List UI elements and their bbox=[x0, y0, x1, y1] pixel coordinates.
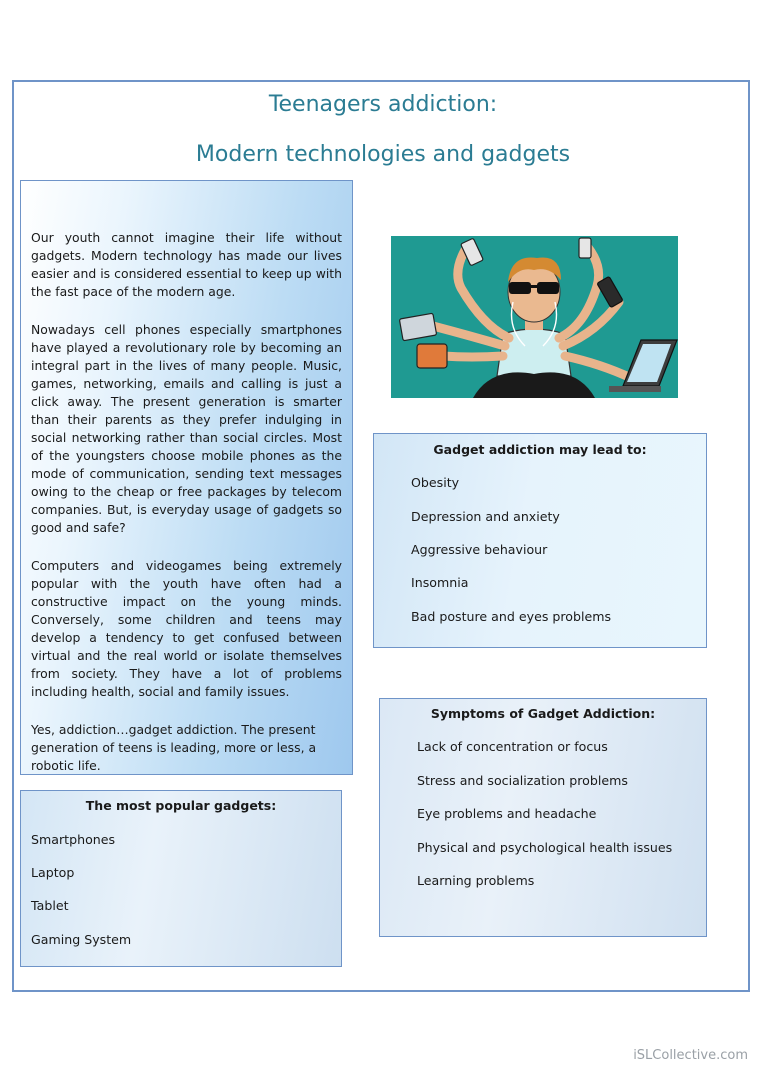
paragraph-computers: Computers and videogames being extremely popular with the youth have often had a constructive impact on the young minds. Conversely, some children and teens may develop a tendency to get confused between virtual and the real world or isolate themselves from society. They have a lot of problems including health, social and family issues. bbox=[31, 558, 342, 699]
main-text-box bbox=[20, 180, 353, 775]
addiction-effects-heading: Gadget addiction may lead to: bbox=[433, 442, 647, 457]
popular-gadgets-box bbox=[20, 790, 342, 967]
list-item: Insomnia bbox=[411, 575, 469, 590]
site-watermark: iSLCollective.com bbox=[633, 1048, 748, 1063]
list-item: Gaming System bbox=[31, 932, 132, 947]
paragraph-intro: Our youth cannot imagine their life without gadgets. Modern technology has made our lives easier and is considered essential to keep up with the fast pace of the modern age. bbox=[31, 230, 342, 299]
illustration-svg bbox=[391, 236, 678, 398]
list-item: Stress and socialization problems bbox=[417, 773, 628, 788]
worksheet-subtitle: Modern technologies and gadgets bbox=[195, 142, 571, 167]
list-item: Laptop bbox=[31, 865, 75, 880]
popular-gadgets-heading: The most popular gadgets: bbox=[85, 798, 277, 813]
list-item: Eye problems and headache bbox=[417, 806, 597, 821]
paragraph-smartphones: Nowadays cell phones especially smartphones have played a revolutionary role by becoming an integral part in the lives of many people. Music, games, networking, emails and calling is just a click away. The present generation is smarter than their parents as they prefer indulging in social networking rather than social circles. Most of the youngsters choose mobile phones as the mode of communication, sending text messages owing to the cheap or free packages by telecom companies. But, is everyday usage of gadgets so good and safe? bbox=[31, 322, 342, 535]
list-item: Learning problems bbox=[417, 873, 535, 888]
paragraph-conclusion: Yes, addiction…gadget addiction. The present generation of teens is leading, more or less, a robotic life. bbox=[31, 722, 317, 773]
list-item: Lack of concentration or focus bbox=[417, 739, 608, 754]
list-item: Obesity bbox=[411, 475, 460, 490]
worksheet-title: Teenagers addiction: bbox=[268, 92, 498, 117]
list-item: Physical and psychological health issues bbox=[417, 840, 673, 855]
symptoms-heading: Symptoms of Gadget Addiction: bbox=[430, 706, 656, 721]
list-item: Smartphones bbox=[31, 832, 116, 847]
list-item: Depression and anxiety bbox=[411, 509, 560, 524]
addiction-effects-box bbox=[373, 433, 707, 648]
list-item: Bad posture and eyes problems bbox=[411, 609, 612, 624]
list-item: Tablet bbox=[31, 898, 69, 913]
teen-gadgets-illustration bbox=[391, 236, 678, 398]
list-item: Aggressive behaviour bbox=[411, 542, 548, 557]
symptoms-box bbox=[379, 698, 707, 937]
